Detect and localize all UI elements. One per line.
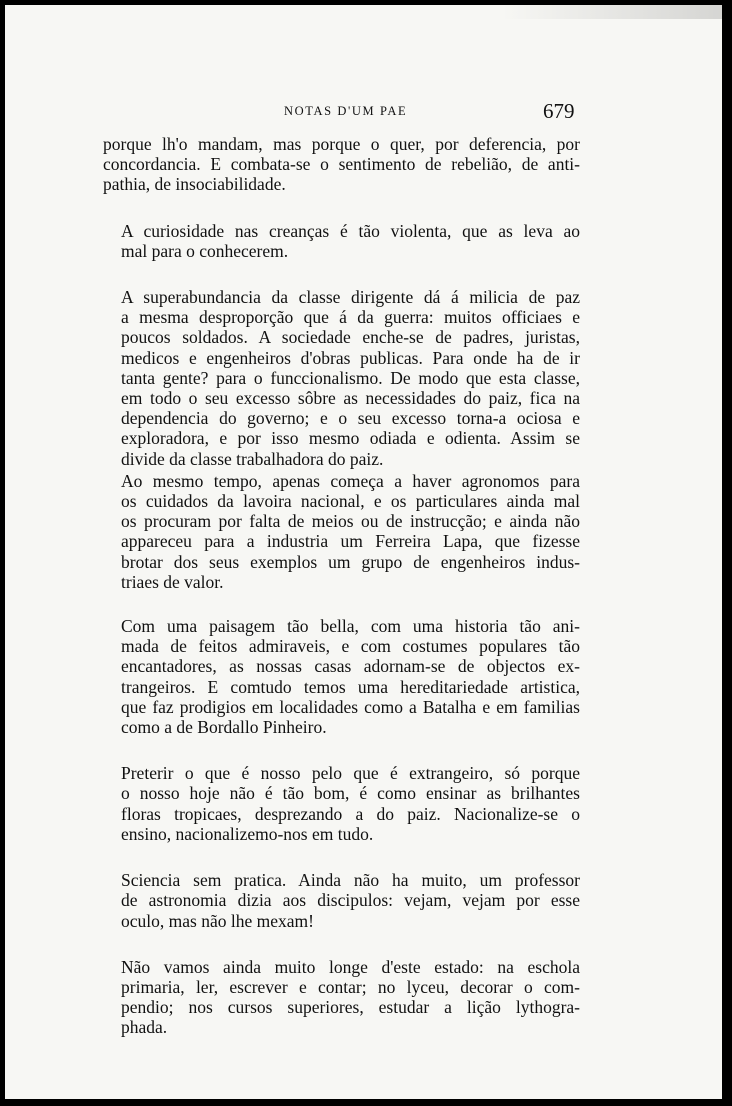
- page-edge-shadow: [502, 5, 722, 19]
- text-line: exploradora, e por isso mesmo odiada e odienta. Assim se: [121, 428, 580, 449]
- paragraph-science: [103, 870, 580, 931]
- text-line: Preterir o que é nosso pelo que é extrangeiro, só porque: [121, 763, 580, 784]
- text-line: tanta gente? para o funccionalismo. De modo que esta classe,: [121, 367, 580, 388]
- text-line: mal para o conhecerem.: [121, 240, 289, 261]
- text-line: primaria, ler, escrever e contar; no lyceu, decorar o com-: [121, 976, 580, 997]
- text-line: Ao mesmo tempo, apenas começa a haver agronomos para: [121, 470, 580, 491]
- text-line: floras tropicaes, desprezando a do paiz. Nacionalize-se o: [121, 803, 580, 824]
- text-line: Não vamos ainda muito longe d'este estado: na eschola: [121, 956, 580, 977]
- text-line: a mesma desproporção que á da guerra: muitos officiaes e: [121, 307, 580, 328]
- text-line: pendio; nos cursos superiores, estudar a lição lythogra-: [121, 997, 580, 1018]
- text-line: phada.: [121, 1017, 168, 1038]
- text-line: os procuram por falta de meios ou de instrucção; e ainda não: [121, 511, 580, 532]
- text-line: triaes de valor.: [121, 571, 224, 592]
- text-line: de astronomia dizia aos discipulos: vejam, vejam por esse: [121, 890, 580, 911]
- text-line: mada de feitos admiraveis, e com costumes populares tão: [121, 636, 580, 657]
- paragraph-landscape: [103, 616, 580, 737]
- text-line: concordancia. E combata-se o sentimento de rebelião, de anti-: [103, 154, 580, 175]
- text-line: A superabundancia da classe dirigente dá á milicia de paz: [121, 287, 580, 308]
- text-line: encantadores, as nossas casas adornam-se de objectos ex-: [121, 656, 580, 677]
- page-number: 679: [543, 99, 575, 123]
- paragraph-ruling-class: [103, 287, 580, 469]
- paragraph-agronomists: [103, 471, 580, 592]
- text-line: como a de Bordallo Pinheiro.: [121, 717, 327, 738]
- text-line: poucos soldados. A sociedade enche-se de padres, juristas,: [121, 327, 580, 348]
- text-line: pathia, de insociabilidade.: [103, 174, 286, 195]
- text-line: appareceu para a industria um Ferreira Lapa, que fizesse: [121, 531, 580, 552]
- text-line: Sciencia sem pratica. Ainda não ha muito, um professor: [121, 870, 580, 891]
- text-line: que faz prodigios em localidades como a Batalha e em familias: [121, 696, 580, 717]
- text-line: os cuidados da lavoira nacional, e os particulares ainda mal: [121, 491, 580, 512]
- paragraph-foreign: [103, 763, 580, 844]
- text-line: oculo, mas não lhe mexam!: [121, 910, 314, 931]
- text-line: trangeiros. E comtudo temos uma hereditariedade artistica,: [121, 676, 580, 697]
- text-line: em todo o seu excesso sôbre as necessidades do paiz, fica na: [121, 388, 580, 409]
- text-line: o nosso hoje não é tão bom, é como ensinar as brilhantes: [121, 783, 580, 804]
- paragraph-schooling: [103, 957, 580, 1038]
- text-line: dependencia do governo; e o seu excesso torna-a ociosa e: [121, 408, 580, 429]
- paragraph-curiosity: [103, 221, 580, 261]
- text-line: porque lh'o mandam, mas porque o quer, por deferencia, por: [103, 134, 580, 154]
- running-title: NOTAS D'UM PAE: [284, 104, 408, 118]
- text-line: medicos e engenheiros d'obras publicas. Para onde ha de ir: [121, 347, 580, 368]
- text-line: A curiosidade nas creanças é tão violenta, que as leva ao: [121, 220, 580, 241]
- book-page: [5, 5, 722, 1099]
- text-line: Com uma paisagem tão bella, com uma historia tão ani-: [121, 616, 580, 637]
- paragraph-continuation: [103, 134, 580, 195]
- text-line: ensino, nacionalizemo-nos em tudo.: [121, 823, 374, 844]
- text-line: divide da classe trabalhadora do paiz.: [121, 448, 384, 469]
- page-header: [5, 99, 722, 129]
- body-text: [103, 134, 580, 1038]
- text-line: brotar dos seus exemplos um grupo de engenheiros indus-: [121, 551, 580, 572]
